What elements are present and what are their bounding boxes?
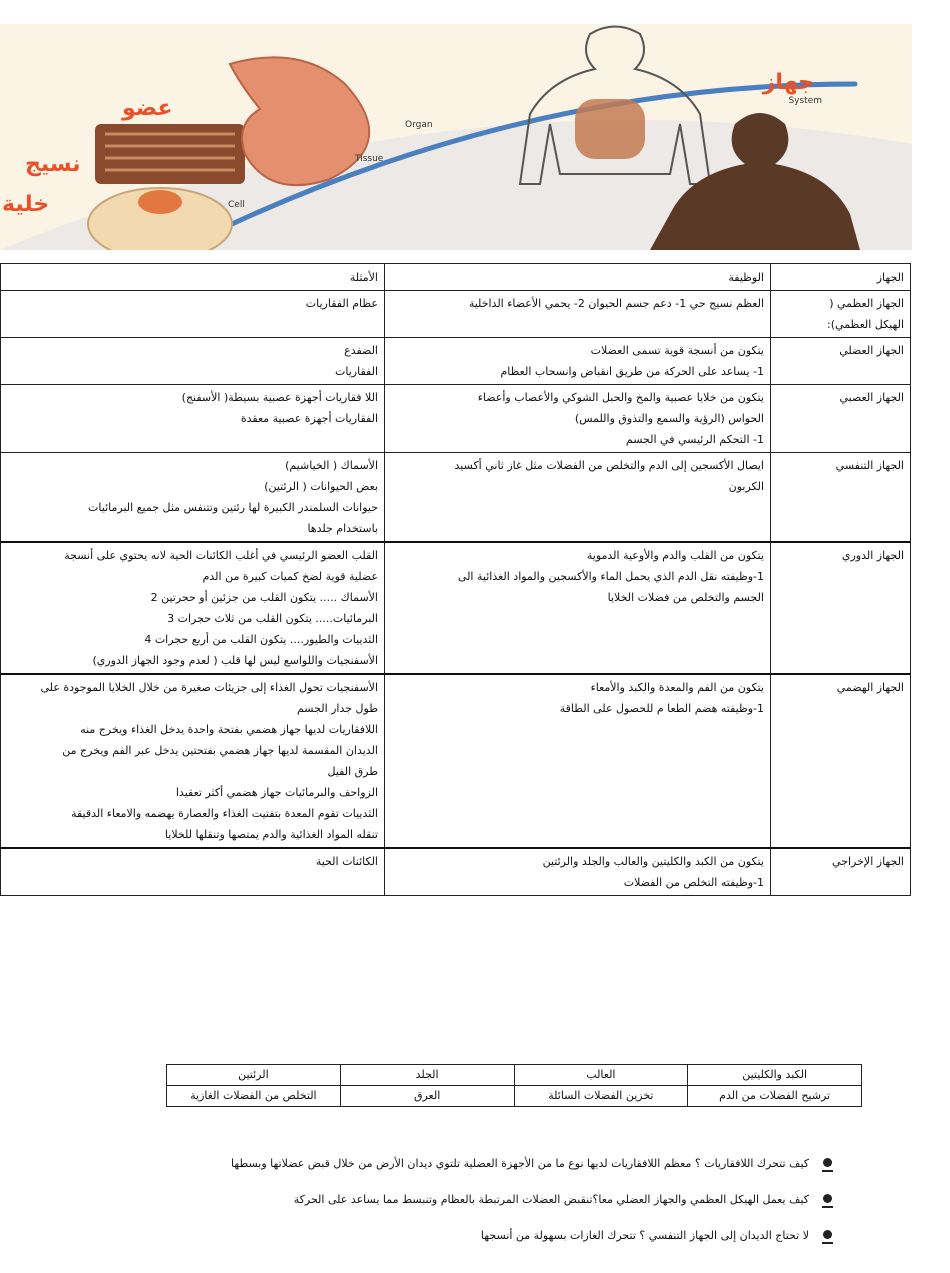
cell-system: الجهاز العظمي ( الهيكل العظمي): [771,291,911,338]
list-item [72,1188,832,1224]
cell-function: يتكون من أنسجة قوية تسمى العضلات 1- يساعد على الحركة من طريق انقباض وانسحاب العظام [385,338,771,385]
cell-examples: القلب العضو الرئيسي في أغلب الكائنات الحية لانه يحتوي على أنسجة عضلية قوية لضخ كميات كبيرة من الدم الأسماك ..... يتكون القلب من جزئين أو حجرتين 2 البرمائيات..... يتكون القلب من ثلاث حجرات 3 الثدييات والطيور.... يتكون القلب من أربع حجرات 4 الأسفنجيات واللواسع ليس لها قلب ( لعدم وجود الجهاز الدوري) [1,542,385,674]
system-label-en: System [788,96,822,106]
organ-label: عضو [122,96,173,121]
small-header: العالب [514,1065,688,1086]
table-row-digestive [1,674,911,848]
cell-examples: الأسفنجيات تحول الغذاء إلى جزيئات صغيرة من خلال الخلايا الموجودة على طول جدار الجسم اللافقاريات لديها جهاز هضمي بفتحة واحدة يدخل الغذاء ويخرج منه الديدان المقسمة لديها جهاز هضمي بفتحتين يدخل عبر الفم ويخرج من طرق الفيل الزواحف والبرمائيات جهاز هضمي أكثر تعقيدا الثدييات تقوم المعدة بتفتيت الغذاء والعصارة يهضمه والامعاء الدقيقة تنقله المواد الغذائية والدم يمتصها وتنقلها للخلايا [1,674,385,848]
cell-function: يتكون من الفم والمعدة والكبد والأمعاء 1-وظيفته هضم الطعا م للحصول على الطاقة [385,674,771,848]
header-function: الوظيفة [385,264,771,291]
header-examples: الأمثلة [1,264,385,291]
table-header-row [1,264,911,291]
bullet-icon [823,1194,832,1203]
cell-system: الجهاز العضلي [771,338,911,385]
list-item [72,1224,832,1260]
body-systems-table [0,263,911,896]
cell-function: يتكون من الكبد والكليتين والعالب والجلد والرئتين 1-وظيفته التخلص من الفضلات [385,848,771,896]
bullet-icon [823,1158,832,1167]
cell-function: يتكون من القلب والدم والأوعية الدموية 1-وظيفته نقل الدم الذي يحمل الماء والأكسجين والمواد الغذائية الى الجسم والتخلص من فضلات الخلايا [385,542,771,674]
small-cell: العرق [340,1086,514,1107]
small-cell: التخلص من الفضلات الغازية [167,1086,341,1107]
cell-system: الجهاز التنفسي [771,453,911,543]
illustration-graphic [0,24,912,250]
cell-label: خلية [2,192,50,217]
tissue-label: نسيج [25,152,81,177]
cell-system: الجهاز العصبي [771,385,911,453]
small-table-header-row [167,1065,862,1086]
header-system: الجهاز [771,264,911,291]
question-list [72,1152,832,1260]
table-row-muscular [1,338,911,385]
cell-system: الجهاز الدوري [771,542,911,674]
cell-label-en: Cell [228,200,245,210]
cell-examples: الأسماك ( الخياشيم) بعض الحيوانات ( الرئتين) حيوانات السلمندر الكبيرة لها رئتين وتتنفس مثل جميع البرمائيات باستخدام جلدها [1,453,385,543]
cell-function: يتكون من خلايا عصبية والمخ والحبل الشوكي والأعصاب وأعضاء الحواس (الرؤية والسمع والتذوق واللمس) 1- التحكم الرئيسي في الجسم [385,385,771,453]
cell-examples: الضفدع الفقاريات [1,338,385,385]
list-item-text: كيف تتحرك اللافقاريات ؟ معظم اللافقاريات لديها نوع ما من الأجهزة العضلية تلتوي ديدان الأرض من خلال قبض عضلاتها وبسطها [231,1157,809,1170]
cell-system: الجهاز الهضمي [771,674,911,848]
digestive-organs [575,99,645,159]
cell-examples: اللا فقاريات أجهزة عصبية بسيطة( الأسفنج) الفقاريات أجهزة عصبية معقدة [1,385,385,453]
tissue-label-en: Tissue [355,154,384,164]
small-cell: تخزين الفضلات السائلة [514,1086,688,1107]
table-row-skeletal [1,291,911,338]
bullet-icon [823,1230,832,1239]
organ-label-en: Organ [405,120,433,130]
table-row-excretory [1,848,911,896]
small-header: الكبد والكليتين [688,1065,862,1086]
list-item-text: كيف يعمل الهيكل العظمي والجهاز العضلي معا؟تنقبض العضلات المرتبطة بالعظام وتنبسط مما يساعد على الحركة [293,1193,809,1206]
small-table-value-row [167,1086,862,1107]
cell-function: ايصال الأكسجين إلى الدم والتخلص من الفضلات مثل غاز ثاني أكسيد الكربون [385,453,771,543]
cell-examples: عظام الفقاريات [1,291,385,338]
table-row-nervous [1,385,911,453]
system-label: جهاز [762,70,814,95]
table-row-circulatory [1,542,911,674]
cell-examples: الكائنات الحية [1,848,385,896]
cell-function: العظم نسيج حي 1- دعم جسم الحيوان 2- يحمي الأعضاء الداخلية [385,291,771,338]
cell-nucleus [138,190,182,214]
organ-stomach [230,57,369,185]
cell-system: الجهاز الإخراجي [771,848,911,896]
levels-of-organization-illustration [0,24,912,250]
table-row-respiratory [1,453,911,543]
small-cell: ترشيح الفضلات من الدم [688,1086,862,1107]
small-header: الجلد [340,1065,514,1086]
list-item [72,1152,832,1188]
small-header: الرئتين [167,1065,341,1086]
excretory-organs-table [166,1064,862,1107]
list-item-text: لا تحتاج الديدان إلى الجهاز التنفسي ؟ تتحرك الغازات بسهولة من أنسجها [480,1229,809,1242]
